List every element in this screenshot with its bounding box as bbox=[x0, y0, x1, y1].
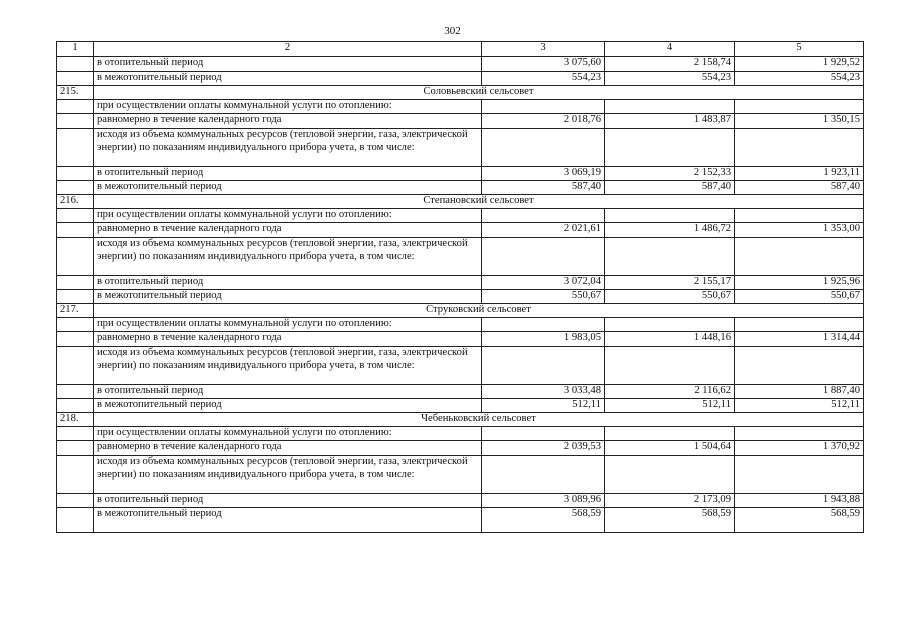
label-cell: при осуществлении оплаты коммунальной услуги по отоплению: bbox=[94, 427, 482, 441]
table-row bbox=[57, 100, 864, 114]
table-row bbox=[57, 209, 864, 223]
table-row bbox=[57, 332, 864, 347]
value-cell-5 bbox=[735, 347, 864, 385]
header-row bbox=[57, 42, 864, 57]
label-cell: исходя из объема коммунальных ресурсов (тепловой энергии, газа, электрической энергии) по показаниям индивидуального прибора учета, в том числе: bbox=[94, 456, 482, 494]
value-cell-3: 3 089,96 bbox=[482, 494, 605, 508]
table-row bbox=[57, 223, 864, 238]
section-name: Соловьевский сельсовет bbox=[94, 86, 864, 100]
value-cell-5 bbox=[735, 456, 864, 494]
section-number: 215. bbox=[57, 86, 94, 100]
section-name: Чебеньковский сельсовет bbox=[94, 413, 864, 427]
value-cell-4: 550,67 bbox=[605, 290, 735, 304]
value-cell-4: 568,59 bbox=[605, 508, 735, 533]
value-cell-3: 3 033,48 bbox=[482, 385, 605, 399]
label-cell: в отопительный период bbox=[94, 57, 482, 72]
value-cell-3 bbox=[482, 129, 605, 167]
value-cell-3: 1 983,05 bbox=[482, 332, 605, 347]
label-cell: исходя из объема коммунальных ресурсов (тепловой энергии, газа, электрической энергии) по показаниям индивидуального прибора учета, в том числе: bbox=[94, 347, 482, 385]
table-row bbox=[57, 276, 864, 290]
value-cell-4 bbox=[605, 209, 735, 223]
table-row bbox=[57, 318, 864, 332]
value-cell-5: 1 929,52 bbox=[735, 57, 864, 72]
value-cell-4: 554,23 bbox=[605, 72, 735, 86]
value-cell-3: 3 069,19 bbox=[482, 167, 605, 181]
value-cell-4: 2 155,17 bbox=[605, 276, 735, 290]
number-cell bbox=[57, 290, 94, 304]
value-cell-5: 1 370,92 bbox=[735, 441, 864, 456]
value-cell-4: 2 152,33 bbox=[605, 167, 735, 181]
value-cell-5 bbox=[735, 209, 864, 223]
table-row bbox=[57, 114, 864, 129]
label-cell: равномерно в течение календарного года bbox=[94, 441, 482, 456]
value-cell-5: 1 353,00 bbox=[735, 223, 864, 238]
value-cell-4 bbox=[605, 347, 735, 385]
number-cell bbox=[57, 332, 94, 347]
number-cell bbox=[57, 238, 94, 276]
header-cell-5: 5 bbox=[735, 42, 864, 57]
table-row bbox=[57, 72, 864, 86]
number-cell bbox=[57, 456, 94, 494]
section-header-row bbox=[57, 304, 864, 318]
value-cell-3: 3 075,60 bbox=[482, 57, 605, 72]
value-cell-3 bbox=[482, 318, 605, 332]
number-cell bbox=[57, 209, 94, 223]
value-cell-3 bbox=[482, 456, 605, 494]
value-cell-4: 1 486,72 bbox=[605, 223, 735, 238]
section-header-row bbox=[57, 86, 864, 100]
label-cell: в межотопительный период bbox=[94, 290, 482, 304]
section-header-row bbox=[57, 413, 864, 427]
table-row bbox=[57, 129, 864, 167]
header-cell-3: 3 bbox=[482, 42, 605, 57]
value-cell-4 bbox=[605, 318, 735, 332]
table-row bbox=[57, 456, 864, 494]
number-cell bbox=[57, 223, 94, 238]
label-cell: исходя из объема коммунальных ресурсов (тепловой энергии, газа, электрической энергии) по показаниям индивидуального прибора учета, в том числе: bbox=[94, 238, 482, 276]
value-cell-5 bbox=[735, 238, 864, 276]
number-cell bbox=[57, 276, 94, 290]
number-cell bbox=[57, 441, 94, 456]
value-cell-4: 1 504,64 bbox=[605, 441, 735, 456]
value-cell-3: 568,59 bbox=[482, 508, 605, 533]
value-cell-4: 2 116,62 bbox=[605, 385, 735, 399]
page-number: 302 bbox=[444, 25, 461, 37]
value-cell-4: 587,40 bbox=[605, 181, 735, 195]
value-cell-5: 1 350,15 bbox=[735, 114, 864, 129]
value-cell-5: 512,11 bbox=[735, 399, 864, 413]
number-cell bbox=[57, 399, 94, 413]
value-cell-3: 2 039,53 bbox=[482, 441, 605, 456]
section-name: Струковский сельсовет bbox=[94, 304, 864, 318]
number-cell bbox=[57, 129, 94, 167]
value-cell-5 bbox=[735, 100, 864, 114]
label-cell: равномерно в течение календарного года bbox=[94, 114, 482, 129]
value-cell-4 bbox=[605, 129, 735, 167]
number-cell bbox=[57, 385, 94, 399]
value-cell-5: 1 887,40 bbox=[735, 385, 864, 399]
value-cell-4: 2 158,74 bbox=[605, 57, 735, 72]
label-cell: исходя из объема коммунальных ресурсов (тепловой энергии, газа, электрической энергии) по показаниям индивидуального прибора учета, в том числе: bbox=[94, 129, 482, 167]
label-cell: в межотопительный период bbox=[94, 72, 482, 86]
section-number: 217. bbox=[57, 304, 94, 318]
number-cell bbox=[57, 427, 94, 441]
value-cell-3 bbox=[482, 209, 605, 223]
number-cell bbox=[57, 72, 94, 86]
section-number: 218. bbox=[57, 413, 94, 427]
value-cell-5: 1 314,44 bbox=[735, 332, 864, 347]
value-cell-3: 2 018,76 bbox=[482, 114, 605, 129]
value-cell-4 bbox=[605, 427, 735, 441]
number-cell bbox=[57, 167, 94, 181]
header-cell-2: 2 bbox=[94, 42, 482, 57]
label-cell: равномерно в течение календарного года bbox=[94, 223, 482, 238]
value-cell-3: 587,40 bbox=[482, 181, 605, 195]
value-cell-3: 2 021,61 bbox=[482, 223, 605, 238]
value-cell-4: 512,11 bbox=[605, 399, 735, 413]
label-cell: равномерно в течение календарного года bbox=[94, 332, 482, 347]
value-cell-3: 554,23 bbox=[482, 72, 605, 86]
label-cell: при осуществлении оплаты коммунальной услуги по отоплению: bbox=[94, 318, 482, 332]
label-cell: в отопительный период bbox=[94, 385, 482, 399]
table-row bbox=[57, 427, 864, 441]
value-cell-4 bbox=[605, 238, 735, 276]
table-row bbox=[57, 57, 864, 72]
value-cell-4: 1 483,87 bbox=[605, 114, 735, 129]
value-cell-5: 554,23 bbox=[735, 72, 864, 86]
header-cell-4: 4 bbox=[605, 42, 735, 57]
value-cell-3: 550,67 bbox=[482, 290, 605, 304]
value-cell-4: 1 448,16 bbox=[605, 332, 735, 347]
table-row bbox=[57, 494, 864, 508]
table-row bbox=[57, 290, 864, 304]
number-cell bbox=[57, 114, 94, 129]
tariff-table bbox=[56, 41, 864, 533]
value-cell-3 bbox=[482, 100, 605, 114]
value-cell-5 bbox=[735, 129, 864, 167]
value-cell-5 bbox=[735, 427, 864, 441]
value-cell-5: 587,40 bbox=[735, 181, 864, 195]
value-cell-3 bbox=[482, 347, 605, 385]
number-cell bbox=[57, 181, 94, 195]
value-cell-3 bbox=[482, 427, 605, 441]
value-cell-3 bbox=[482, 238, 605, 276]
value-cell-3: 3 072,04 bbox=[482, 276, 605, 290]
value-cell-4: 2 173,09 bbox=[605, 494, 735, 508]
table-row bbox=[57, 508, 864, 533]
label-cell: при осуществлении оплаты коммунальной услуги по отоплению: bbox=[94, 209, 482, 223]
section-number: 216. bbox=[57, 195, 94, 209]
value-cell-5: 550,67 bbox=[735, 290, 864, 304]
table-row bbox=[57, 399, 864, 413]
label-cell: при осуществлении оплаты коммунальной услуги по отоплению: bbox=[94, 100, 482, 114]
label-cell: в отопительный период bbox=[94, 167, 482, 181]
number-cell bbox=[57, 494, 94, 508]
label-cell: в межотопительный период bbox=[94, 181, 482, 195]
value-cell-4 bbox=[605, 100, 735, 114]
section-header-row bbox=[57, 195, 864, 209]
number-cell bbox=[57, 318, 94, 332]
value-cell-5: 568,59 bbox=[735, 508, 864, 533]
label-cell: в отопительный период bbox=[94, 494, 482, 508]
label-cell: в межотопительный период bbox=[94, 508, 482, 533]
label-cell: в межотопительный период bbox=[94, 399, 482, 413]
table-row bbox=[57, 441, 864, 456]
value-cell-4 bbox=[605, 456, 735, 494]
number-cell bbox=[57, 57, 94, 72]
value-cell-5 bbox=[735, 318, 864, 332]
value-cell-3: 512,11 bbox=[482, 399, 605, 413]
value-cell-5: 1 943,88 bbox=[735, 494, 864, 508]
section-name: Степановский сельсовет bbox=[94, 195, 864, 209]
header-cell-1: 1 bbox=[57, 42, 94, 57]
number-cell bbox=[57, 347, 94, 385]
table-row bbox=[57, 167, 864, 181]
table-body bbox=[57, 42, 864, 533]
label-cell: в отопительный период bbox=[94, 276, 482, 290]
table-row bbox=[57, 347, 864, 385]
value-cell-5: 1 925,96 bbox=[735, 276, 864, 290]
table-row bbox=[57, 238, 864, 276]
table-row bbox=[57, 181, 864, 195]
value-cell-5: 1 923,11 bbox=[735, 167, 864, 181]
table-row bbox=[57, 385, 864, 399]
number-cell bbox=[57, 100, 94, 114]
number-cell bbox=[57, 508, 94, 533]
